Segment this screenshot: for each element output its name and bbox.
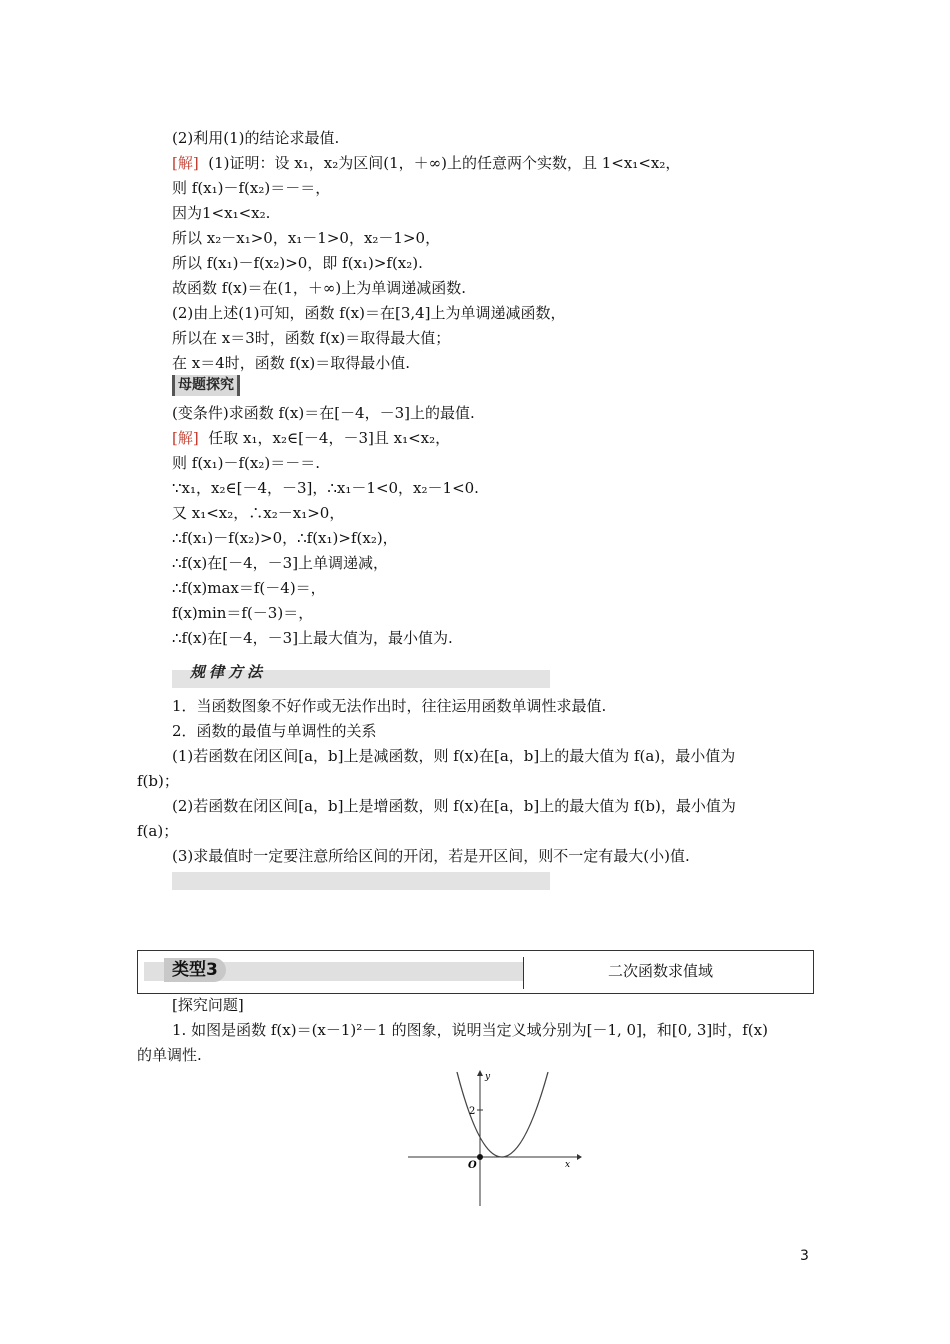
- solution-text: 任取 x₁，x₂∈[－4，－3]且 x₁<x₂，: [208, 429, 451, 447]
- parabola-graph: [405, 1068, 585, 1208]
- text-line: f(x)min＝f(－3)＝，: [172, 604, 314, 622]
- y-axis-arrow-icon: [477, 1070, 483, 1076]
- text-line: 1. 如图是函数 f(x)＝(x－1)²－1 的图象，说明当定义域分别为[－1, 0]，和[0, 3]时，f(x): [172, 1021, 768, 1039]
- text-line: (2)由上述(1)可知，函数 f(x)＝在[3,4]上为单调递减函数，: [172, 304, 566, 322]
- text-line: 又 x₁<x₂，∴x₂－x₁>0，: [172, 504, 345, 522]
- text-line: 所以 f(x₁)－f(x₂)>0，即 f(x₁)>f(x₂).: [172, 254, 423, 272]
- mother-problem-tag: 母题探究: [172, 375, 240, 396]
- solution-tag: [解]: [172, 429, 199, 447]
- text-line: ∴f(x₁)－f(x₂)>0，∴f(x₁)>f(x₂)，: [172, 529, 398, 547]
- text-line: ∴f(x)max＝f(－4)＝，: [172, 579, 326, 597]
- text-line: 所以 x₂－x₁>0，x₁－1>0，x₂－1>0，: [172, 229, 441, 247]
- solution-tag: [解]: [172, 154, 199, 172]
- text-line: ∴f(x)在[－4，－3]上最大值为，最小值为.: [172, 629, 453, 647]
- text-line: 因为1<x₁<x₂.: [172, 204, 271, 222]
- text-line: ∴f(x)在[－4，－3]上单调递减，: [172, 554, 389, 572]
- origin-point: [477, 1154, 483, 1160]
- solution-line-2: [172, 428, 450, 448]
- text-line: f(a)；: [137, 822, 179, 840]
- text-line: 1．当函数图象不好作或无法作出时，往往运用函数单调性求最值.: [172, 697, 607, 715]
- solution-text: (1)证明：设 x₁，x₂为区间(1，＋∞)上的任意两个实数，且 1<x₁<x₂，: [208, 154, 681, 172]
- text-line: (3)求最值时一定要注意所给区间的开闭，若是开区间，则不一定有最大(小)值.: [172, 847, 690, 865]
- text-line: (变条件)求函数 f(x)＝在[－4，－3]上的最值.: [172, 404, 475, 422]
- text-line: 则 f(x₁)－f(x₂)＝－＝，: [172, 179, 331, 197]
- type-divider: [523, 957, 524, 989]
- solution-line-1: [172, 153, 680, 173]
- text-line: 所以在 x＝3时，函数 f(x)＝取得最大值；: [172, 329, 451, 347]
- y-axis-label: y: [485, 1072, 491, 1082]
- text-line: 在 x＝4时，函数 f(x)＝取得最小值.: [172, 354, 411, 372]
- text-line: 2．函数的最值与单调性的关系: [172, 722, 377, 740]
- type-title: 二次函数求值域: [608, 962, 714, 980]
- type-label: 类型3: [164, 958, 226, 982]
- text-line: [探究问题]: [172, 996, 244, 1014]
- y-tick-label: 2: [469, 1106, 476, 1117]
- text-line: 则 f(x₁)－f(x₂)＝－＝.: [172, 454, 320, 472]
- text-line: (1)若函数在闭区间[a，b]上是减函数，则 f(x)在[a，b]上的最大值为 f(a)，最小值为: [172, 747, 736, 765]
- text-line: (2)利用(1)的结论求最值.: [172, 129, 340, 147]
- page-number: 3: [800, 1248, 809, 1264]
- method-band-bottom: [172, 872, 550, 890]
- text-line: (2)若函数在闭区间[a，b]上是增函数，则 f(x)在[a，b]上的最大值为 f(b)，最小值为: [172, 797, 736, 815]
- x-axis-label: x: [565, 1160, 571, 1170]
- method-title: 规律方法: [190, 663, 267, 681]
- text-line: ∵x₁，x₂∈[－4，－3]，∴x₁－1<0，x₂－1<0.: [172, 479, 479, 497]
- x-axis-arrow-icon: [577, 1154, 582, 1160]
- origin-label: O: [468, 1160, 477, 1171]
- text-line: 故函数 f(x)＝在(1，＋∞)上为单调递减函数.: [172, 279, 466, 297]
- type-header: [137, 950, 814, 994]
- text-line: f(b)；: [137, 772, 179, 790]
- text-line: 的单调性.: [137, 1046, 202, 1064]
